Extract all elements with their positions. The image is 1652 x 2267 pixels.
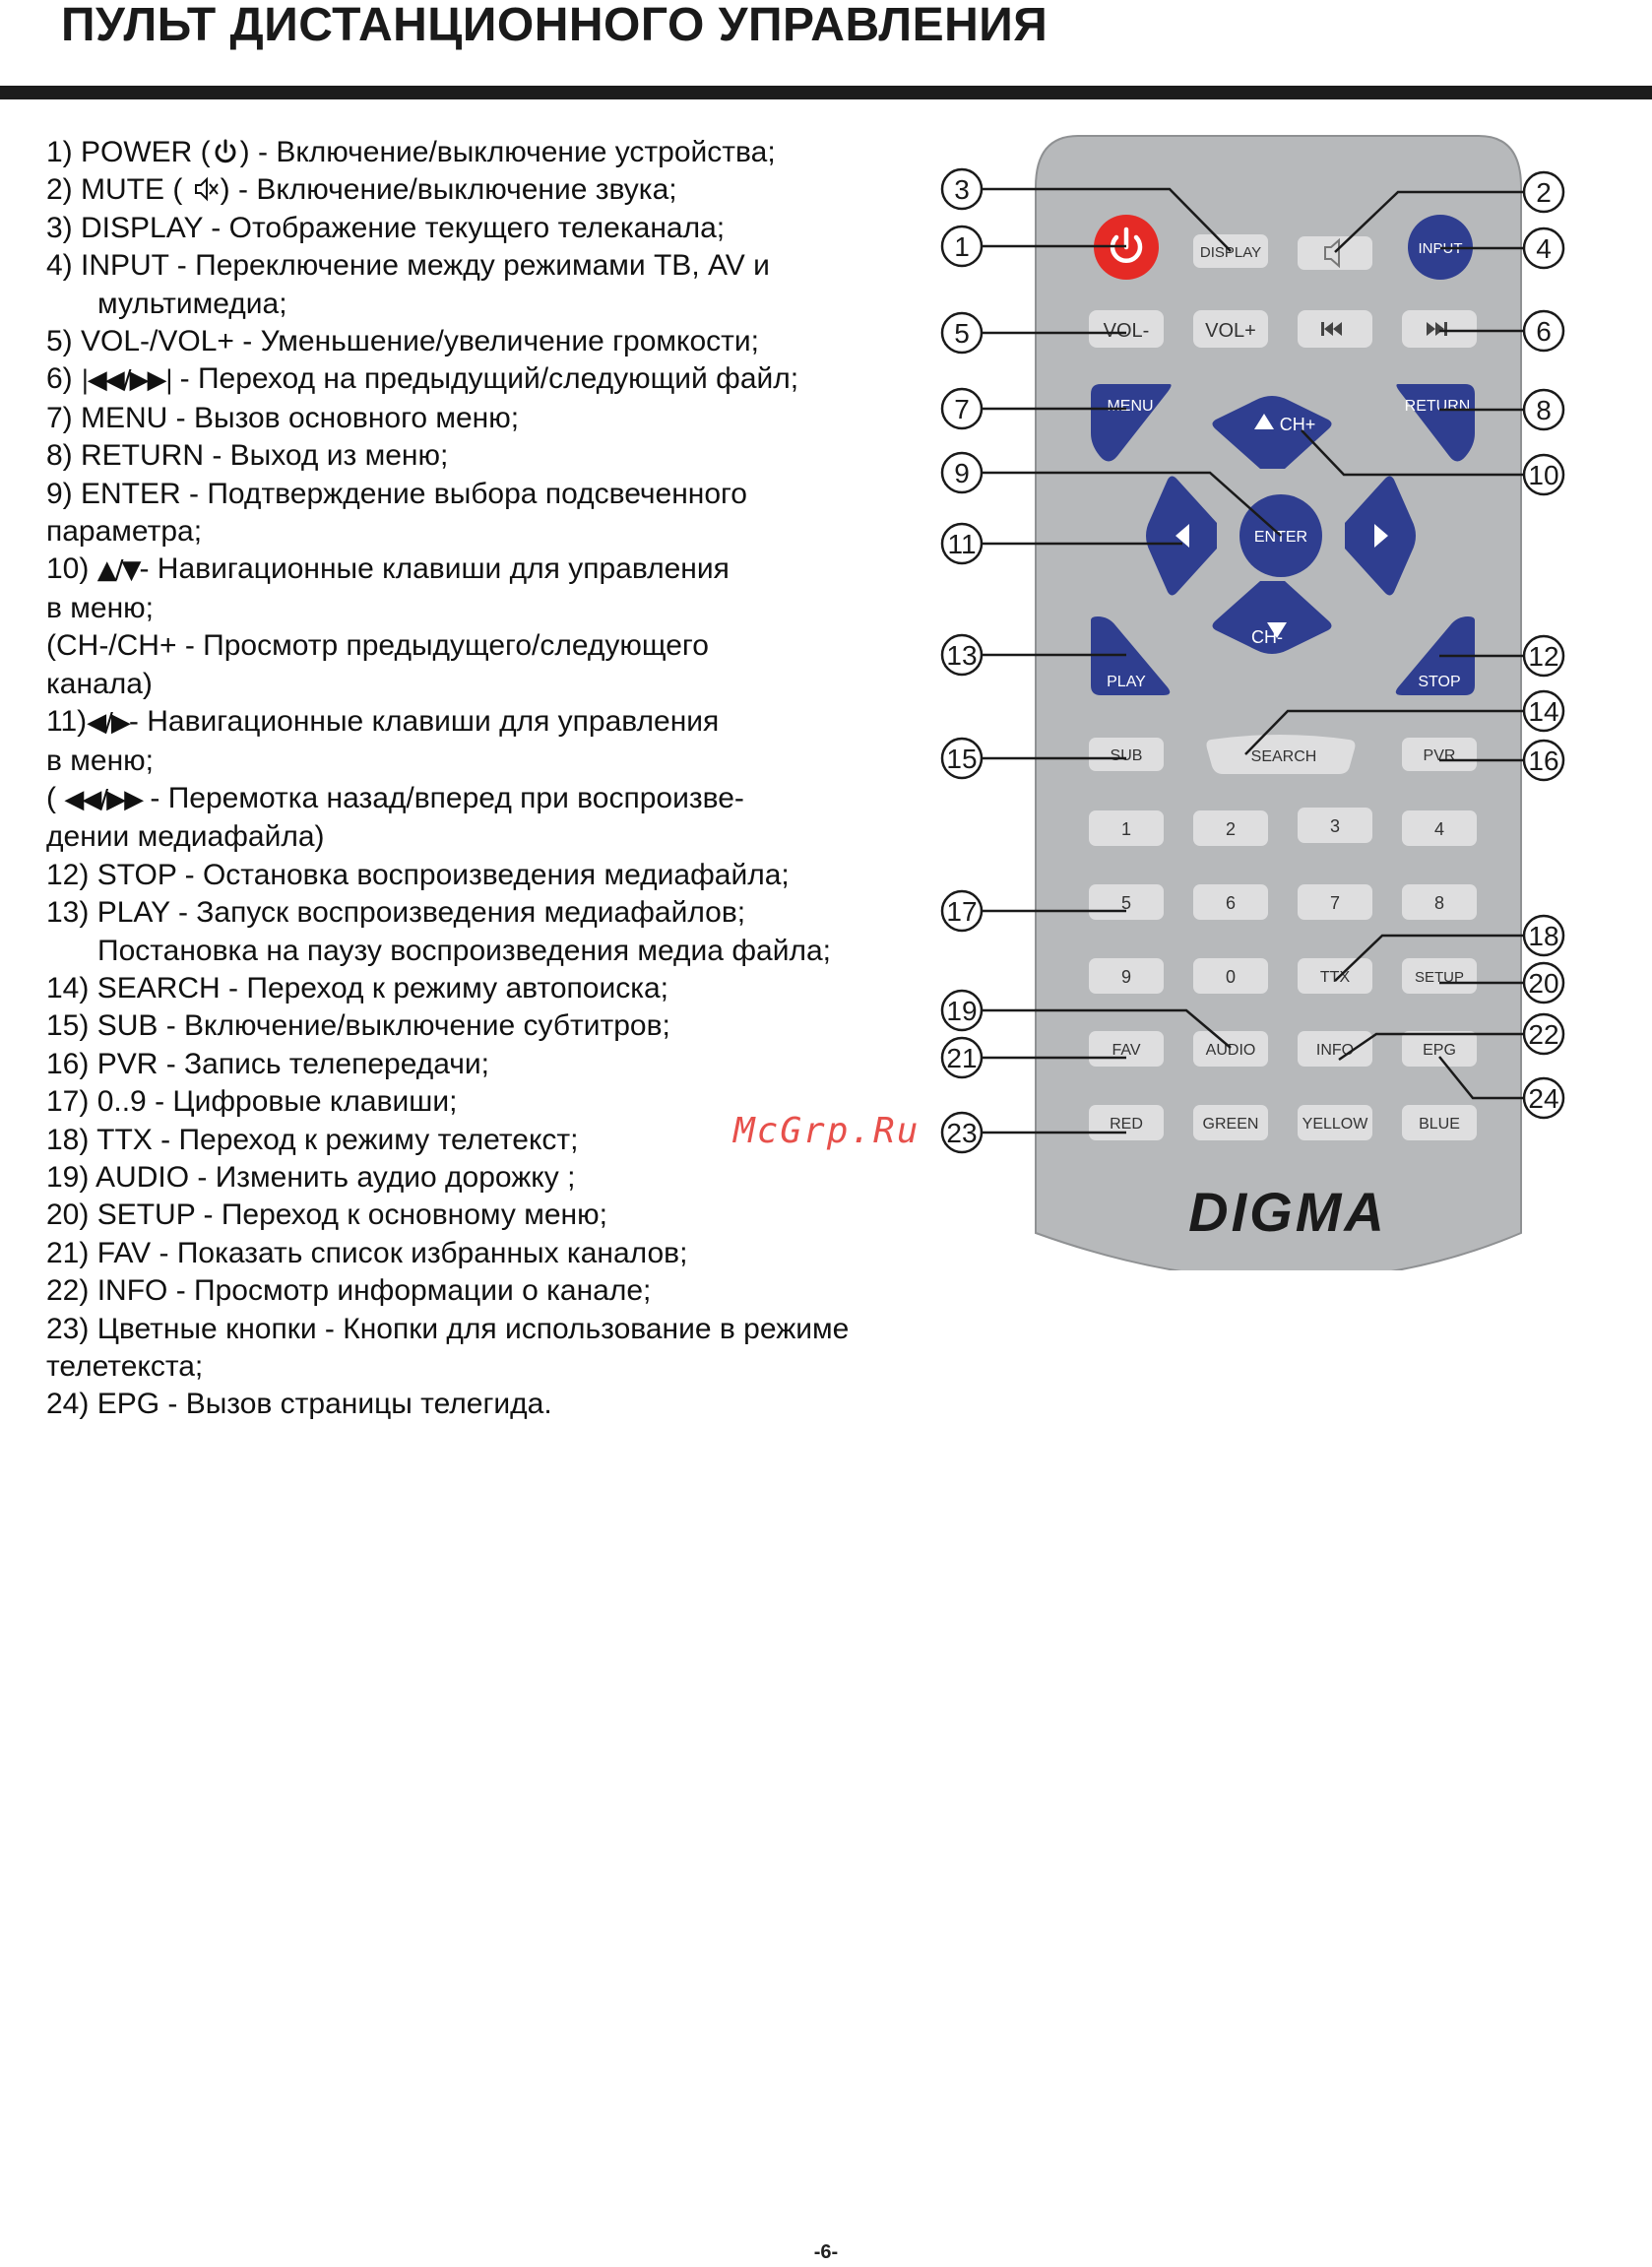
digit-label-1: 1 [1120, 819, 1132, 839]
ch-minus-label: CH- [1251, 627, 1283, 647]
callout-number: 17 [946, 896, 978, 927]
setup-label: SETUP [1414, 969, 1465, 986]
callout-number: 20 [1528, 968, 1559, 999]
description-line: в меню; [46, 591, 154, 624]
brand-logo: DIGMA [1188, 1181, 1387, 1243]
pvr-label: PVR [1423, 747, 1456, 764]
digit-label-7: 7 [1329, 893, 1341, 913]
callout-number: 11 [947, 529, 977, 559]
description-prefix: 11) [46, 705, 88, 739]
watermark: McGrp.Ru [733, 1111, 921, 1151]
digit-label-2: 2 [1225, 819, 1237, 839]
callout-5 [942, 313, 982, 353]
display-label: DISPLAY [1199, 244, 1262, 261]
callout-number: 10 [1528, 460, 1559, 490]
callout-7 [942, 389, 982, 428]
callout-22 [1524, 1014, 1563, 1054]
description-line: 18) TTX - Переход к режиму телетекст; [46, 1123, 579, 1156]
description-line: 7) MENU - Вызов основного меню; [46, 401, 520, 434]
callout-number: 6 [1536, 316, 1552, 347]
description-line: мультимедиа; [97, 287, 287, 320]
description-line: 14) SEARCH - Переход к режиму автопоиска; [46, 971, 669, 1004]
callout-3 [942, 169, 982, 209]
callout-number: 7 [954, 394, 970, 424]
description-line: 5) VOL-/VOL+ - Уменьшение/увеличение громкости; [46, 325, 760, 358]
description-line: 13) PLAY - Запуск воспроизведения медиафайлов; [46, 896, 746, 930]
digit-label-3: 3 [1329, 816, 1341, 836]
callout-number: 3 [954, 174, 970, 205]
callout-13 [942, 635, 982, 675]
description-text: - Перемотка назад/вперед при воспроизве- [142, 781, 744, 814]
remote-illustration [916, 128, 1605, 1270]
description-text: - Переход на предыдущий/следующий файл; [171, 362, 799, 396]
callout-10 [1524, 455, 1563, 494]
callout-number: 2 [1536, 177, 1552, 208]
description-prefix: 1) POWER ( [46, 136, 211, 168]
digit-label-9: 9 [1120, 967, 1132, 987]
stop-label: STOP [1418, 674, 1461, 690]
navigation-glyph-icon: |◀◀/▶▶| [81, 365, 172, 396]
description-line: параметра; [46, 515, 203, 549]
description-prefix: ( [46, 781, 65, 814]
ttx-label: TTX [1319, 969, 1351, 986]
play-label: PLAY [1107, 674, 1146, 690]
digit-label-4: 4 [1433, 819, 1445, 839]
description-prefix: 10) [46, 552, 97, 586]
navigation-glyph-icon: ◀/▶ [87, 708, 129, 739]
callout-12 [1524, 636, 1563, 676]
info-label: INFO [1315, 1042, 1355, 1059]
description-line [46, 703, 913, 742]
callout-17 [942, 891, 982, 931]
callout-4 [1524, 228, 1563, 268]
callout-19 [942, 991, 982, 1030]
ch-plus-label: CH+ [1279, 415, 1316, 434]
callout-2 [1524, 172, 1563, 212]
description-line: 3) DISPLAY - Отображение текущего телеканала; [46, 211, 726, 244]
page-number: -6- [813, 2241, 839, 2263]
callout-1 [942, 227, 982, 266]
navigation-glyph-icon: ▲/▼ [96, 555, 140, 586]
fav-label: FAV [1112, 1042, 1141, 1059]
digit-label-0: 0 [1225, 967, 1237, 987]
callout-14 [1524, 691, 1563, 731]
digit-label-5: 5 [1120, 893, 1132, 913]
description-line: 8) RETURN - Выход из меню; [46, 439, 449, 473]
description-text: ) - Включение/выключение звука; [220, 173, 677, 207]
description-line: Постановка на паузу воспроизведения медиа файла; [97, 934, 831, 967]
callout-number: 13 [946, 640, 978, 671]
callout-9 [942, 453, 982, 492]
callout-number: 18 [1528, 921, 1559, 951]
description-line: 4) INPUT - Переключение между режимами ТВ, AV и [46, 249, 770, 283]
audio-label: AUDIO [1205, 1042, 1256, 1059]
button-description-list [46, 134, 913, 1424]
callout-24 [1524, 1078, 1563, 1118]
epg-label: EPG [1423, 1042, 1456, 1059]
description-line [46, 551, 913, 589]
description-line: 22) INFO - Просмотр информации о канале; [46, 1274, 652, 1308]
digit-label-6: 6 [1225, 893, 1237, 913]
description-text: - Навигационные клавиши для управления [139, 552, 730, 586]
callout-number: 5 [954, 318, 970, 349]
power-icon [211, 138, 240, 165]
description-line: 24) EPG - Вызов страницы телегида. [46, 1388, 552, 1421]
callout-23 [942, 1113, 982, 1152]
page-title: ПУЛЬТ ДИСТАНЦИОННОГО УПРАВЛЕНИЯ [61, 0, 1048, 51]
callout-number: 4 [1536, 233, 1552, 264]
description-line: 17) 0..9 - Цифровые клавиши; [46, 1085, 458, 1119]
yellow-label: YELLOW [1302, 1116, 1368, 1133]
description-line: 15) SUB - Включение/выключение субтитров; [46, 1009, 670, 1043]
description-line: 23) Цветные кнопки - Кнопки для использование в режиме [46, 1312, 850, 1345]
enter-label: ENTER [1253, 529, 1308, 546]
callout-21 [942, 1038, 982, 1077]
callout-number: 8 [1536, 395, 1552, 425]
description-line: 9) ENTER - Подтверждение выбора подсвеченного [46, 477, 747, 510]
callout-number: 23 [946, 1118, 978, 1148]
description-text: ) - Включение/выключение устройства; [239, 136, 776, 168]
description-prefix: 2) MUTE ( [46, 173, 191, 207]
description-line: 20) SETUP - Переход к основному меню; [46, 1198, 607, 1232]
mute-button[interactable] [1298, 236, 1372, 270]
callout-number: 16 [1528, 745, 1559, 776]
callout-number: 21 [946, 1043, 978, 1073]
callout-6 [1524, 311, 1563, 351]
callout-20 [1524, 963, 1563, 1003]
digit-label-8: 8 [1433, 893, 1445, 913]
description-line: канала) [46, 667, 153, 700]
vol-minus-label: VOL- [1103, 320, 1150, 342]
callout-number: 12 [1528, 641, 1559, 672]
description-line [46, 134, 913, 171]
navigation-glyph-icon: ◀◀/▶▶ [64, 784, 143, 814]
description-line [46, 360, 913, 399]
description-line: (CH-/CH+ - Просмотр предыдущего/следующего [46, 629, 709, 663]
callout-number: 22 [1528, 1019, 1559, 1050]
callout-number: 24 [1528, 1083, 1559, 1114]
red-label: RED [1110, 1116, 1143, 1133]
vol-plus-label: VOL+ [1205, 320, 1256, 342]
search-label: SEARCH [1250, 748, 1317, 765]
description-line: в меню; [46, 744, 154, 777]
callout-16 [1524, 741, 1563, 780]
blue-label: BLUE [1419, 1116, 1460, 1133]
description-line: 21) FAV - Показать список избранных каналов; [46, 1236, 688, 1269]
callout-18 [1524, 916, 1563, 955]
remote-body [1036, 136, 1521, 1270]
description-line: 12) STOP - Остановка воспроизведения медиафайла; [46, 858, 790, 891]
input-label: INPUT [1418, 240, 1463, 257]
description-line: телетекста; [46, 1350, 204, 1383]
description-line: 16) PVR - Запись телепередачи; [46, 1047, 489, 1080]
menu-label: MENU [1107, 398, 1154, 415]
description-line: 19) AUDIO - Изменить аудио дорожку ; [46, 1160, 576, 1194]
green-label: GREEN [1202, 1116, 1259, 1133]
callout-11 [942, 524, 982, 563]
mute-icon [191, 175, 221, 203]
description-text: - Навигационные клавиши для управления [128, 705, 720, 739]
callout-number: 19 [946, 996, 978, 1026]
header-rule [0, 86, 1652, 99]
sub-label: SUB [1110, 747, 1143, 764]
callout-15 [942, 739, 982, 778]
callout-number: 9 [954, 458, 970, 488]
callout-number: 14 [1528, 696, 1559, 727]
description-line: дении медиафайла) [46, 820, 325, 854]
description-line [46, 780, 913, 818]
return-label: RETURN [1404, 398, 1471, 415]
callout-number: 1 [954, 231, 970, 262]
description-line [46, 171, 913, 209]
description-prefix: 6) [46, 362, 82, 396]
callout-number: 15 [946, 744, 978, 774]
callout-8 [1524, 390, 1563, 429]
